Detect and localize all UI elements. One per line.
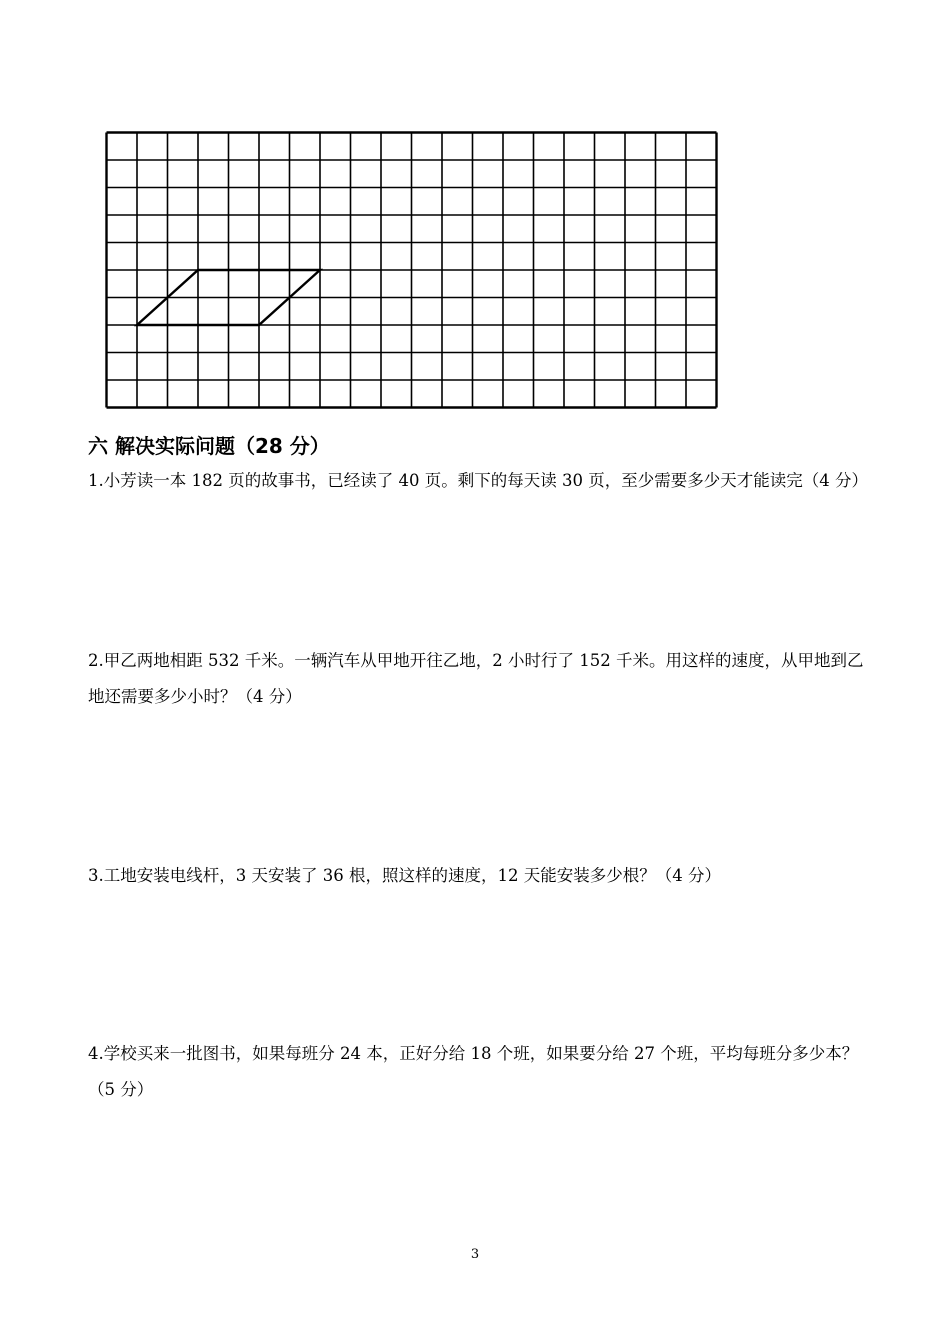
section-title: 六 解决实际问题（28 分）: [88, 434, 330, 458]
question-3: 3.工地安装电线杆，3 天安装了 36 根，照这样的速度，12 天能安装多少根？（4 分）: [88, 866, 721, 885]
question-4: 4.学校买来一批图书，如果每班分 24 本，正好分给 18 个班，如果要分给 27 个班，平均每班分多少本？（5 分）: [88, 1044, 859, 1099]
question-2: 2.甲乙两地相距 532 千米。一辆汽车从甲地开往乙地，2 小时行了 152 千米。用这样的速度，从甲地到乙地还需要多少小时？（4 分）: [88, 651, 864, 706]
page-number: 3: [470, 1247, 480, 1262]
grid-svg: [105, 131, 719, 411]
drawing-grid: [105, 131, 719, 415]
question-1: 1.小芳读一本 182 页的故事书，已经读了 40 页。剩下的每天读 30 页，至少需要多少天才能读完（4 分）: [88, 471, 868, 490]
